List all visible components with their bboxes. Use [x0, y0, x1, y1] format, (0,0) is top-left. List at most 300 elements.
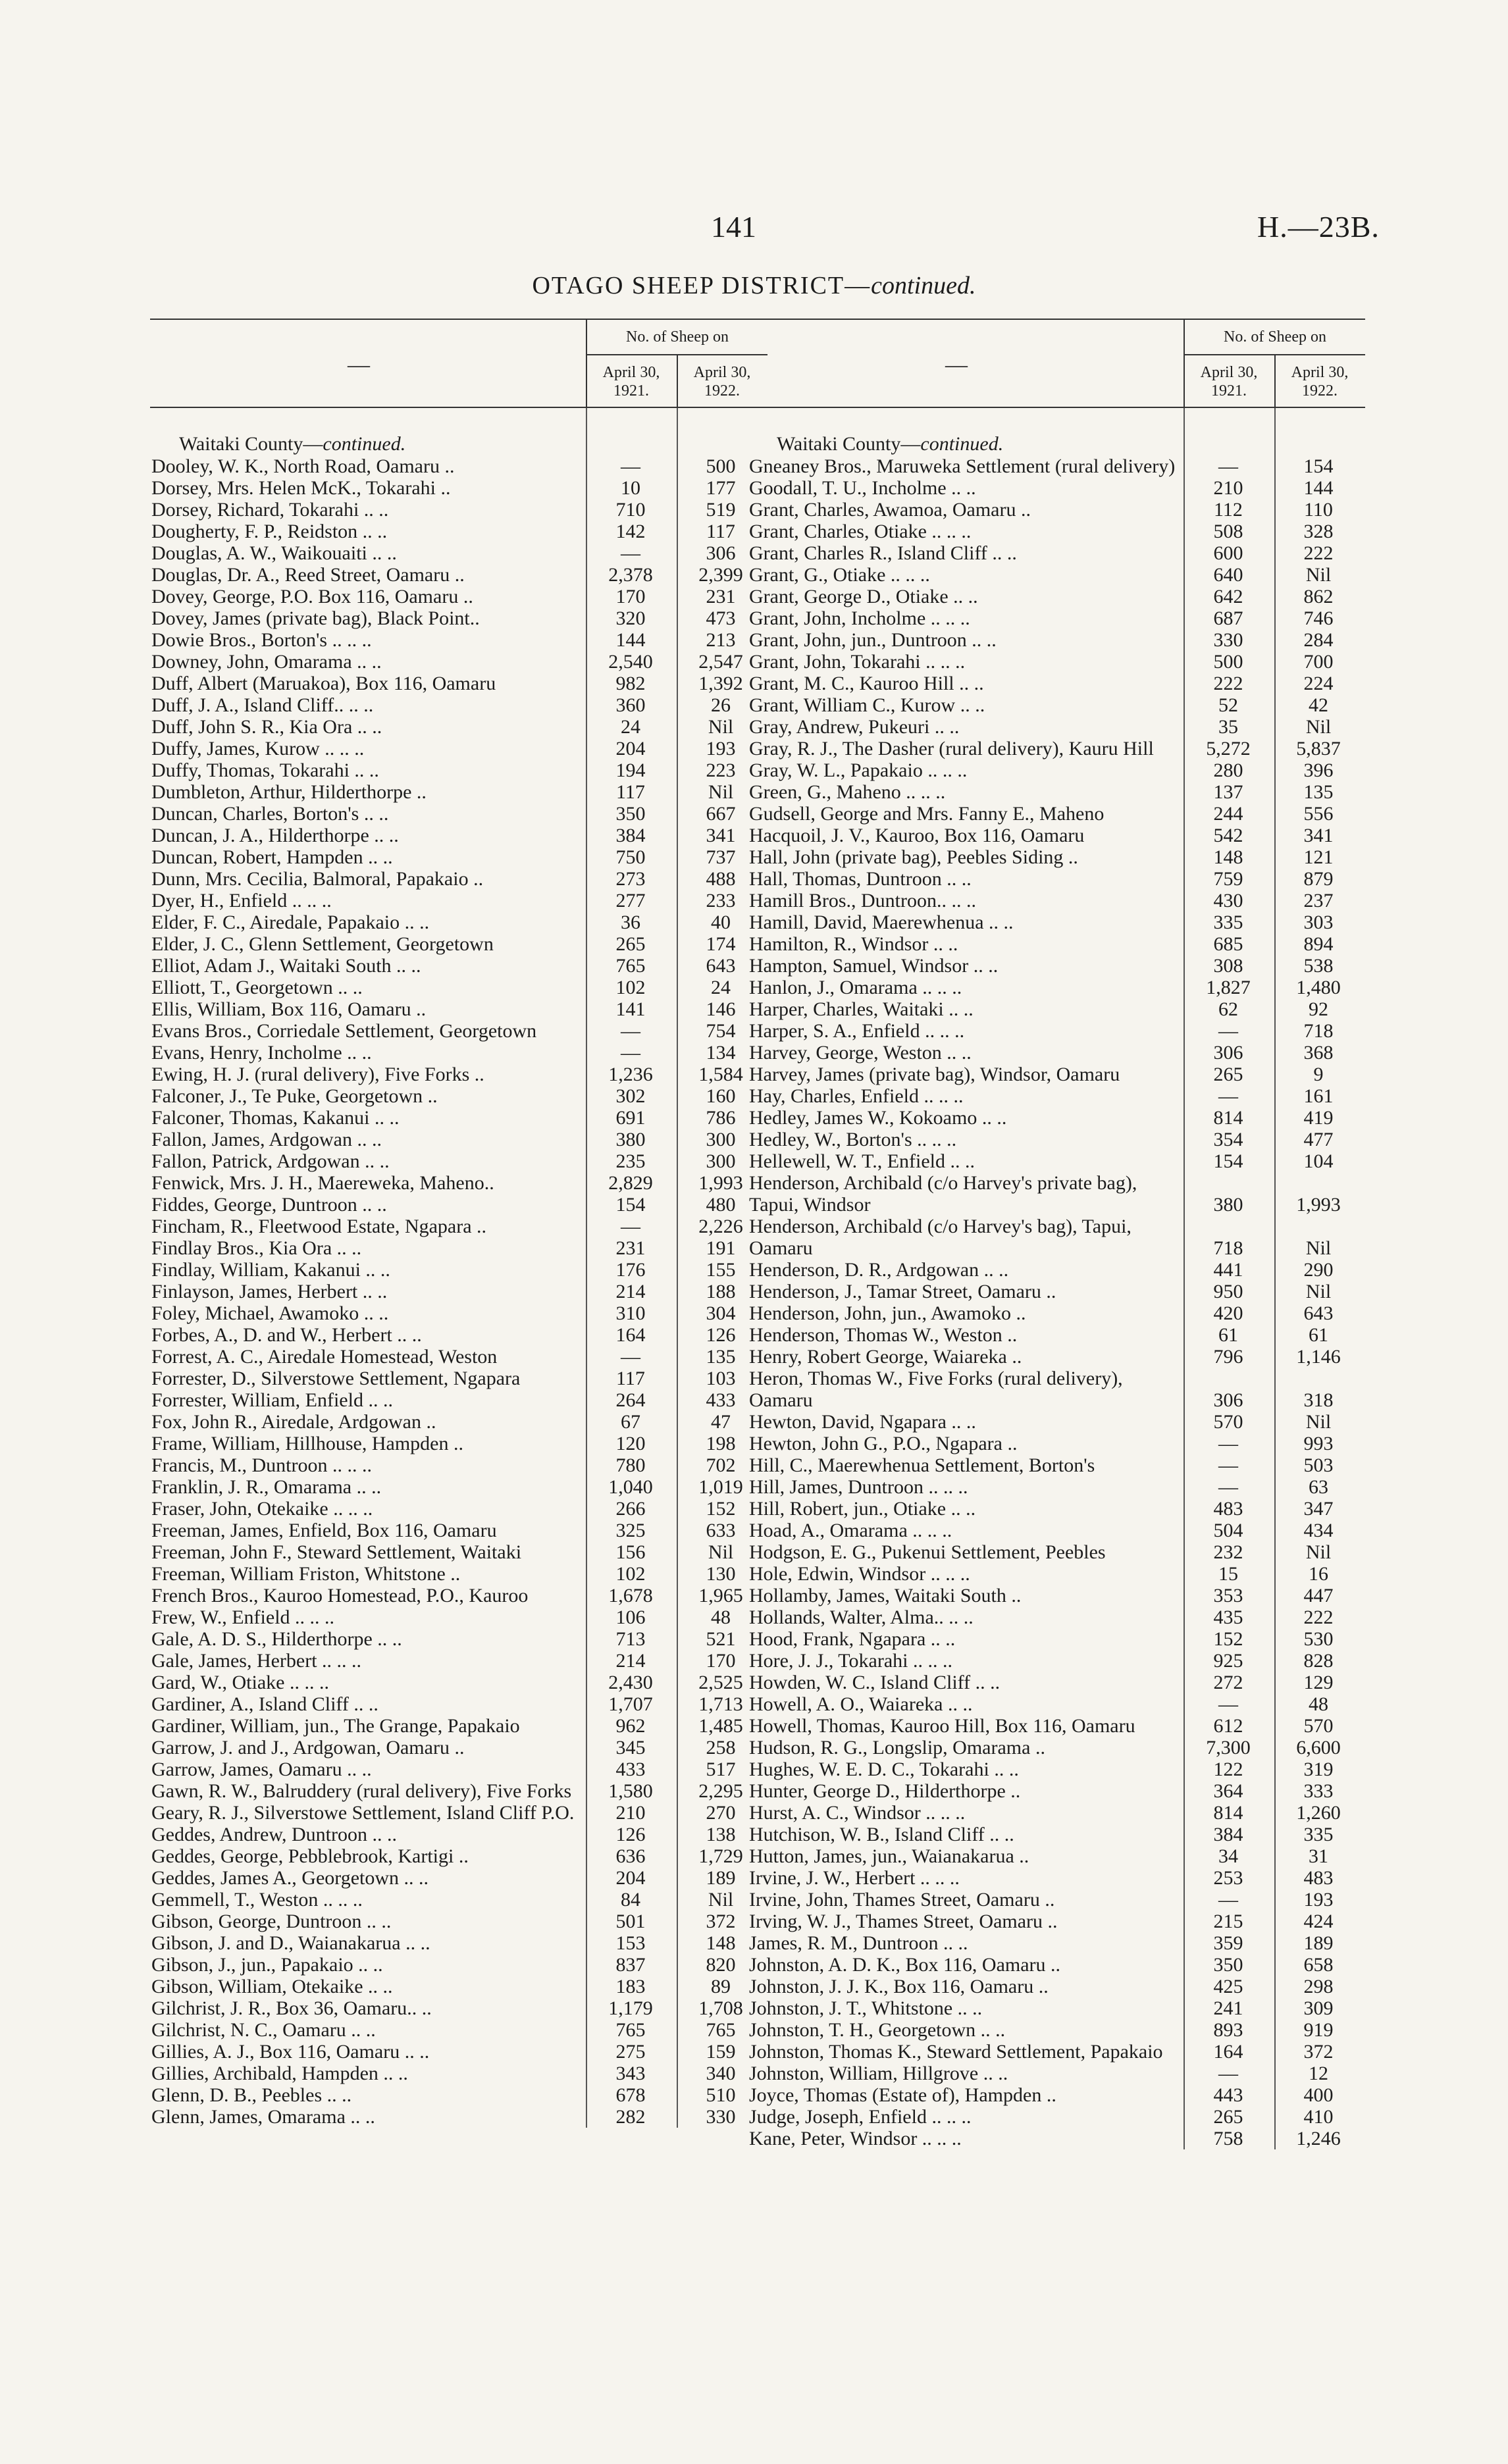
sheep-1921: 302 — [615, 1085, 646, 1107]
owner-name: Johnston, J. J. K., Box 116, Oamaru .. — [749, 1976, 1049, 1997]
table-row — [748, 1889, 1365, 1911]
owner-name: Forbes, A., D. and W., Herbert .. .. — [151, 1324, 422, 1346]
owner-name: Grant, Charles, Otiake .. .. .. — [749, 521, 972, 542]
sheep-1921: 718 — [1213, 1237, 1243, 1259]
table-row — [748, 977, 1365, 998]
sheep-1921: 5,272 — [1206, 738, 1251, 759]
sheep-1922: 134 — [706, 1042, 736, 1064]
sheep-1921: 7,300 — [1206, 1737, 1251, 1758]
owner-name: Grant, John, Tokarahi .. .. .. — [749, 651, 966, 673]
table-row — [150, 1129, 767, 1150]
table-row — [150, 586, 767, 607]
table-row — [748, 455, 1365, 477]
owner-name: Grant, Charles R., Island Cliff .. .. — [749, 542, 1017, 564]
owner-name: Dowie Bros., Borton's .. .. .. — [151, 629, 372, 651]
table-row — [748, 1693, 1365, 1715]
sheep-1921: 483 — [1213, 1498, 1243, 1520]
owner-name: Ellis, William, Box 116, Oamaru .. — [151, 998, 427, 1020]
page-title — [0, 271, 1508, 300]
sheep-1922: 319 — [1303, 1758, 1334, 1780]
sheep-1921: 164 — [1213, 2041, 1243, 2063]
table-row — [150, 629, 767, 651]
sheep-1922: 135 — [706, 1346, 736, 1368]
table-row — [748, 1150, 1365, 1172]
sheep-1922: 1,246 — [1296, 2128, 1341, 2149]
owner-name: Gudsell, George and Mrs. Fanny E., Maheno — [749, 803, 1105, 825]
table-row — [150, 1476, 767, 1498]
table-row — [748, 564, 1365, 586]
table-row — [748, 1954, 1365, 1976]
owner-name: Henderson, J., Tamar Street, Oamaru .. — [749, 1281, 1056, 1302]
table-row — [748, 759, 1365, 781]
table-row — [748, 2041, 1365, 2063]
sheep-1922: 223 — [706, 759, 736, 781]
table-row — [150, 607, 767, 629]
sheep-1921: 687 — [1213, 607, 1243, 629]
owner-name: Forrest, A. C., Airedale Homestead, Weston — [151, 1346, 498, 1368]
sheep-1922: 129 — [1303, 1672, 1334, 1693]
sheep-1921: 678 — [615, 2084, 646, 2106]
sheep-1921: — — [621, 455, 640, 477]
sheep-1921: 280 — [1213, 759, 1243, 781]
sheep-1922: 110 — [1304, 499, 1333, 521]
table-row — [150, 738, 767, 759]
name-column-header: — — [348, 353, 370, 377]
sheep-1921: 153 — [615, 1932, 646, 1954]
sheep-1922: 521 — [706, 1628, 736, 1650]
owner-name: French Bros., Kauroo Homestead, P.O., Kauroo — [151, 1585, 529, 1606]
table-row — [748, 673, 1365, 694]
table-row — [748, 1281, 1365, 1302]
owner-name: Evans, Henry, Incholme .. .. — [151, 1042, 372, 1064]
sheep-1922: 89 — [711, 1976, 731, 1997]
sheep-1922: Nil — [708, 781, 734, 803]
owner-name: Hill, James, Duntroon .. .. .. — [749, 1476, 968, 1498]
owner-name: Elder, J. C., Glenn Settlement, Georgetown — [151, 933, 494, 955]
sheep-1922: 189 — [1303, 1932, 1334, 1954]
owner-name: Harvey, James (private bag), Windsor, Oamaru — [749, 1064, 1120, 1085]
table-row — [748, 1911, 1365, 1932]
sheep-1922: 510 — [706, 2084, 736, 2106]
owner-name: Hacquoil, J. V., Kauroo, Box 116, Oamaru — [749, 825, 1085, 846]
table-row — [150, 803, 767, 825]
sheep-1922: 40 — [711, 911, 731, 933]
sheep-1922: 477 — [1303, 1129, 1334, 1150]
table-row — [748, 1042, 1365, 1064]
sheep-1922: 1,965 — [698, 1585, 743, 1606]
owner-name: Kane, Peter, Windsor .. .. .. — [749, 2128, 962, 2149]
owner-name: Dovey, George, P.O. Box 116, Oamaru .. — [151, 586, 473, 607]
table-row — [150, 1867, 767, 1889]
sheep-1922: Nil — [1305, 564, 1332, 586]
owner-name: Grant, G., Otiake .. .. .. — [749, 564, 930, 586]
sheep-1922: 1,480 — [1296, 977, 1341, 998]
owner-name: Henderson, Archibald (c/o Harvey's private bag), Tapui, Windsor — [749, 1172, 1137, 1216]
table-row — [150, 1650, 767, 1672]
sheep-1922: 138 — [706, 1824, 736, 1845]
sheep-1921: — — [621, 1020, 640, 1042]
sheep-1922: 517 — [706, 1758, 736, 1780]
owner-name: Grant, Charles, Awamoa, Oamaru .. — [749, 499, 1031, 521]
owner-name: Freeman, James, Enfield, Box 116, Oamaru — [151, 1520, 497, 1541]
owner-name: Hampton, Samuel, Windsor .. .. — [749, 955, 999, 977]
sheep-1921: 501 — [615, 1911, 646, 1932]
table-row — [748, 651, 1365, 673]
table-row — [748, 1498, 1365, 1520]
owner-name: Hudson, R. G., Longslip, Omarama .. — [749, 1737, 1045, 1758]
sheep-1921: 354 — [1213, 1129, 1243, 1150]
sheep-1921: 141 — [615, 998, 646, 1020]
owner-name: Hoad, A., Omarama .. .. .. — [749, 1520, 952, 1541]
sheep-1921: 235 — [615, 1150, 646, 1172]
table-row — [748, 2128, 1365, 2149]
sheep-1922: 737 — [706, 846, 736, 868]
owner-name: Findlay, William, Kakanui .. .. — [151, 1259, 390, 1281]
sheep-1921: 780 — [615, 1454, 646, 1476]
sheep-1921: 210 — [615, 1802, 646, 1824]
owner-name: Green, G., Maheno .. .. .. — [749, 781, 946, 803]
sheep-1922: 702 — [706, 1454, 736, 1476]
sheep-1921: 152 — [1213, 1628, 1243, 1650]
owner-name: Hall, John (private bag), Peebles Siding .. — [749, 846, 1078, 868]
sheep-1922: 135 — [1303, 781, 1334, 803]
owner-name: Grant, John, jun., Duntroon .. .. — [749, 629, 997, 651]
table-row — [150, 1976, 767, 1997]
sheep-1921: 443 — [1213, 2084, 1243, 2106]
sheep-1922: 290 — [1303, 1259, 1334, 1281]
owner-name: Harper, S. A., Enfield .. .. .. — [749, 1020, 965, 1042]
sheep-1921: 642 — [1213, 586, 1243, 607]
sheep-1922: 148 — [706, 1932, 736, 1954]
sheep-1921: 962 — [615, 1715, 646, 1737]
sheep-1922: 121 — [1303, 846, 1334, 868]
sheep-1922: 92 — [1309, 998, 1328, 1020]
year-1922-header: April 30, 1922. — [1274, 355, 1364, 407]
table-row — [748, 1932, 1365, 1954]
table-row — [150, 1585, 767, 1606]
sheep-1921: 814 — [1213, 1802, 1243, 1824]
sheep-1921: 765 — [615, 955, 646, 977]
sheep-1922: 1,729 — [698, 1845, 743, 1867]
owner-name: Henderson, John, jun., Awamoko .. — [749, 1302, 1026, 1324]
table-row — [748, 1085, 1365, 1107]
sheep-1921: 796 — [1213, 1346, 1243, 1368]
owner-name: Fincham, R., Fleetwood Estate, Ngapara .. — [151, 1216, 487, 1237]
table-row — [748, 1129, 1365, 1150]
owner-name: Duffy, Thomas, Tokarahi .. .. — [151, 759, 379, 781]
sheep-1922: Nil — [1305, 1411, 1332, 1433]
table-row — [748, 542, 1365, 564]
table-row — [748, 933, 1365, 955]
table-row — [150, 2019, 767, 2041]
table-row — [748, 825, 1365, 846]
owner-name: Duff, J. A., Island Cliff.. .. .. — [151, 694, 374, 716]
sheep-1922: 189 — [706, 1867, 736, 1889]
table-row — [748, 1433, 1365, 1454]
owner-name: Hellewell, W. T., Enfield .. .. — [749, 1150, 975, 1172]
sheep-1921: 35 — [1218, 716, 1238, 738]
sheep-1921: 640 — [1213, 564, 1243, 586]
owner-name: Grant, M. C., Kauroo Hill .. .. — [749, 673, 984, 694]
sheep-1922: 503 — [1303, 1454, 1334, 1476]
owner-name: Frame, William, Hillhouse, Hampden .. — [151, 1433, 463, 1454]
table-row — [150, 1541, 767, 1563]
owner-name: Hughes, W. E. D. C., Tokarahi .. .. — [749, 1758, 1019, 1780]
sheep-1922: 1,993 — [698, 1172, 743, 1194]
sheep-1922: 434 — [1303, 1520, 1334, 1541]
sheep-1921: 306 — [1213, 1042, 1243, 1064]
sheep-1921: 691 — [615, 1107, 646, 1129]
table-row — [150, 781, 767, 803]
sheep-1922: 424 — [1303, 1911, 1334, 1932]
sheep-1922: 47 — [711, 1411, 731, 1433]
sheep-1922: 213 — [706, 629, 736, 651]
sheep-1921: 343 — [615, 2063, 646, 2084]
sheep-1921: 244 — [1213, 803, 1243, 825]
table-row — [748, 955, 1365, 977]
sheep-1922: 1,260 — [1296, 1802, 1341, 1824]
sheep-1922: 270 — [706, 1802, 736, 1824]
table-row — [150, 977, 767, 998]
table-row — [150, 1237, 767, 1259]
table-row — [748, 1628, 1365, 1650]
table-row — [150, 890, 767, 911]
sheep-1921: 345 — [615, 1737, 646, 1758]
owner-name: Johnston, T. H., Georgetown .. .. — [749, 2019, 1006, 2041]
owner-name: Ewing, H. J. (rural delivery), Five Forks .. — [151, 1064, 484, 1085]
table-row — [748, 1107, 1365, 1129]
sheep-1922: 340 — [706, 2063, 736, 2084]
owner-name: Duncan, Robert, Hampden .. .. — [151, 846, 393, 868]
sheep-1922: 161 — [1303, 1085, 1334, 1107]
sheep-1922: 2,295 — [698, 1780, 743, 1802]
table-row — [748, 1346, 1365, 1368]
sheep-1921: 420 — [1213, 1302, 1243, 1324]
sheep-1922: 765 — [706, 2019, 736, 2041]
sheep-1921: 148 — [1213, 846, 1243, 868]
sheep-1922: 2,399 — [698, 564, 743, 586]
table-row — [150, 1520, 767, 1541]
sheep-1922: 26 — [711, 694, 731, 716]
table-row — [150, 1042, 767, 1064]
table-row — [150, 1411, 767, 1433]
sheep-1922: 447 — [1303, 1585, 1334, 1606]
owner-name: Falconer, J., Te Puke, Georgetown .. — [151, 1085, 438, 1107]
table-row — [150, 542, 767, 564]
table-row — [748, 1780, 1365, 1802]
table-row — [748, 1585, 1365, 1606]
owner-name: Gray, R. J., The Dasher (rural delivery), Kauru Hill — [749, 738, 1154, 759]
owner-name: Geddes, James A., Georgetown .. .. — [151, 1867, 429, 1889]
sheep-1921: 759 — [1213, 868, 1243, 890]
owner-name: Grant, William C., Kurow .. .. — [749, 694, 985, 716]
owner-name: Joyce, Thomas (Estate of), Hampden .. — [749, 2084, 1056, 2106]
table-row — [748, 1411, 1365, 1433]
table-row — [150, 455, 767, 477]
table-row — [150, 1020, 767, 1042]
owner-name: Gray, W. L., Papakaio .. .. .. — [749, 759, 968, 781]
sheep-1922: 159 — [706, 2041, 736, 2063]
owner-name: Hewton, John G., P.O., Ngapara .. — [749, 1433, 1018, 1454]
table-row — [748, 890, 1365, 911]
owner-name: Gemmell, T., Weston .. .. .. — [151, 1889, 363, 1911]
sheep-1921: 1,678 — [608, 1585, 653, 1606]
table-row — [150, 673, 767, 694]
sheep-1921: 2,430 — [608, 1672, 653, 1693]
table-row — [150, 1064, 767, 1085]
title-continued: continued. — [871, 272, 976, 299]
sheep-1922: 633 — [706, 1520, 736, 1541]
table-row — [748, 1302, 1365, 1324]
sheep-1921: — — [1218, 1476, 1238, 1498]
owner-name: Gillies, A. J., Box 116, Oamaru .. .. — [151, 2041, 430, 2063]
sheep-1921: 222 — [1213, 673, 1243, 694]
sheep-1922: 1,584 — [698, 1064, 743, 1085]
table-row — [150, 2041, 767, 2063]
sheep-1922: 298 — [1303, 1976, 1334, 1997]
sheep-1922: Nil — [1305, 1281, 1332, 1302]
sheep-1922: 1,485 — [698, 1715, 743, 1737]
owner-name: Hanlon, J., Omarama .. .. .. — [749, 977, 962, 998]
owner-name: Henry, Robert George, Waiareka .. — [749, 1346, 1022, 1368]
owner-name: Hill, Robert, jun., Otiake .. .. — [749, 1498, 976, 1520]
table-row — [748, 1259, 1365, 1281]
owner-name: Fenwick, Mrs. J. H., Maereweka, Maheno.. — [151, 1172, 494, 1194]
sheep-1921: 893 — [1213, 2019, 1243, 2041]
sheep-1922: 658 — [1303, 1954, 1334, 1976]
owner-name: Grant, John, Incholme .. .. .. — [749, 607, 970, 629]
table-row — [748, 1541, 1365, 1563]
table-row — [748, 1563, 1365, 1585]
sheep-1921: — — [1218, 1020, 1238, 1042]
table-row — [150, 1845, 767, 1867]
sheep-1921: 265 — [615, 933, 646, 955]
owner-name: Grant, George D., Otiake .. .. — [749, 586, 978, 607]
table-row — [150, 759, 767, 781]
sheep-count-header: No. of Sheep on — [1183, 320, 1365, 355]
table-row — [150, 998, 767, 1020]
sheep-1921: 359 — [1213, 1932, 1243, 1954]
owner-name: Irvine, John, Thames Street, Oamaru .. — [749, 1889, 1055, 1911]
sheep-1922: 643 — [1303, 1302, 1334, 1324]
county-heading — [150, 408, 767, 455]
left-table — [150, 319, 767, 2128]
sheep-1921: 84 — [621, 1889, 640, 1911]
owner-name: Forrester, William, Enfield .. .. — [151, 1389, 393, 1411]
sheep-1921: 241 — [1213, 1997, 1243, 2019]
owner-name: Duff, Albert (Maruakoa), Box 116, Oamaru — [151, 673, 496, 694]
sheep-1921: 164 — [615, 1324, 646, 1346]
sheep-1922: 919 — [1303, 2019, 1334, 2041]
owner-name: Glenn, D. B., Peebles .. .. — [151, 2084, 352, 2106]
sheep-1922: Nil — [1305, 1237, 1332, 1259]
owner-name: Johnston, Thomas K., Steward Settlement, Papakaio — [749, 2041, 1163, 2063]
sheep-1922: 480 — [706, 1194, 736, 1216]
sheep-1921: 758 — [1213, 2128, 1243, 2149]
sheep-1922: 2,547 — [698, 651, 743, 673]
sheep-1921: 814 — [1213, 1107, 1243, 1129]
sheep-1921: 1,040 — [608, 1476, 653, 1498]
owner-name: Irvine, J. W., Herbert .. .. .. — [749, 1867, 960, 1889]
owner-name: Gale, A. D. S., Hilderthorpe .. .. — [151, 1628, 402, 1650]
table-row — [748, 1520, 1365, 1541]
table-row — [748, 1758, 1365, 1780]
sheep-1921: 117 — [616, 1368, 645, 1389]
sheep-1921: 117 — [616, 781, 645, 803]
table-row — [748, 1802, 1365, 1824]
sheep-1922: 48 — [711, 1606, 731, 1628]
table-row — [748, 911, 1365, 933]
table-row — [150, 1780, 767, 1802]
sheep-1921: 335 — [1213, 911, 1243, 933]
owner-name: Johnston, William, Hillgrove .. .. — [749, 2063, 1008, 2084]
sheep-1921: 204 — [615, 1867, 646, 1889]
sheep-1921: 62 — [1218, 998, 1238, 1020]
owner-name: Hutchison, W. B., Island Cliff .. .. — [749, 1824, 1014, 1845]
sheep-1921: — — [1218, 1085, 1238, 1107]
table-row — [150, 1172, 767, 1194]
table-row — [748, 1737, 1365, 1758]
sheep-1921: 310 — [615, 1302, 646, 1324]
sheep-1922: 1,713 — [698, 1693, 743, 1715]
owner-name: Douglas, Dr. A., Reed Street, Oamaru .. — [151, 564, 465, 586]
owner-name: Hewton, David, Ngapara .. .. — [749, 1411, 976, 1433]
owner-name: Fraser, John, Otekaike .. .. .. — [151, 1498, 373, 1520]
sheep-1921: 1,236 — [608, 1064, 653, 1085]
sheep-1921: 425 — [1213, 1976, 1243, 1997]
sheep-1921: 542 — [1213, 825, 1243, 846]
page-number: 141 — [711, 210, 756, 244]
sheep-1921: 106 — [615, 1606, 646, 1628]
sheep-1922: 231 — [706, 586, 736, 607]
owner-name: Heron, Thomas W., Five Forks (rural delivery), Oamaru — [749, 1368, 1123, 1411]
sheep-1922: 333 — [1303, 1780, 1334, 1802]
owner-name: Franklin, J. R., Omarama .. .. — [151, 1476, 382, 1498]
owner-name: Gilchrist, J. R., Box 36, Oamaru.. .. — [151, 1997, 432, 2019]
table-row — [748, 998, 1365, 1020]
owner-name: James, R. M., Duntroon .. .. — [749, 1932, 968, 1954]
owner-name: Gawn, R. W., Balruddery (rural delivery), Five Forks — [151, 1780, 572, 1802]
owner-name: Hodgson, E. G., Pukenui Settlement, Peebles — [749, 1541, 1106, 1563]
owner-name: Hutton, James, jun., Waianakarua .. — [749, 1845, 1029, 1867]
sheep-1922: 222 — [1303, 1606, 1334, 1628]
owner-name: Fiddes, George, Duntroon .. .. — [151, 1194, 387, 1216]
sheep-1922: 330 — [706, 2106, 736, 2128]
sheep-1922: 879 — [1303, 868, 1334, 890]
table-row — [748, 716, 1365, 738]
sheep-1922: 894 — [1303, 933, 1334, 955]
sheep-1922: 12 — [1309, 2063, 1328, 2084]
sheep-1922: 300 — [706, 1150, 736, 1172]
owner-name: Hood, Frank, Ngapara .. .. — [749, 1628, 956, 1650]
owner-name: Hole, Edwin, Windsor .. .. .. — [749, 1563, 970, 1585]
table-row — [150, 911, 767, 933]
owner-name: Gale, James, Herbert .. .. .. — [151, 1650, 362, 1672]
owner-name: Findlay Bros., Kia Ora .. .. — [151, 1237, 362, 1259]
sheep-1922: 31 — [1309, 1845, 1328, 1867]
sheep-1922: Nil — [708, 1541, 734, 1563]
owner-name: Fallon, James, Ardgowan .. .. — [151, 1129, 382, 1150]
owner-name: Hay, Charles, Enfield .. .. .. — [749, 1085, 964, 1107]
owner-name: Evans Bros., Corriedale Settlement, Georgetown — [151, 1020, 537, 1042]
sheep-1921: 306 — [1213, 1389, 1243, 1411]
owner-name: Dorsey, Richard, Tokarahi .. .. — [151, 499, 389, 521]
sheep-1921: — — [1218, 1454, 1238, 1476]
table-row — [748, 607, 1365, 629]
sheep-1922: 309 — [1303, 1997, 1334, 2019]
sheep-1921: 266 — [615, 1498, 646, 1520]
sheep-1921: 430 — [1213, 890, 1243, 911]
